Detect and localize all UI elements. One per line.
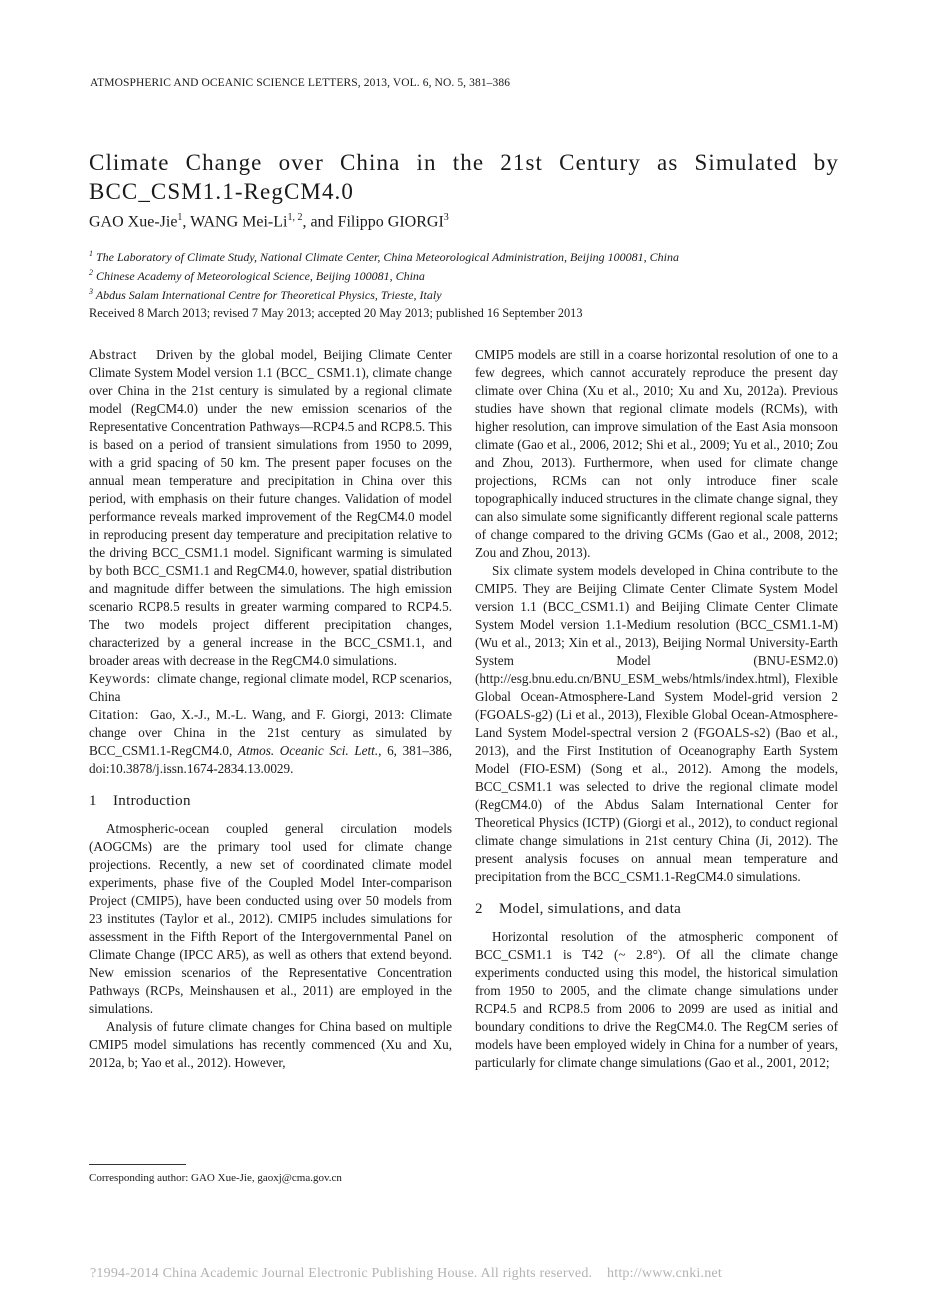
author-affil-mark: 3 [443,212,449,223]
author-name: Filippo GIORGI [337,213,444,231]
citation-text-end: , 6, 381–386, doi:10.3878/j.issn.1674-2834.13.0029. [89,743,453,776]
author-affil-mark: 1, 2 [287,212,303,223]
citation-journal: Atmos. Oceanic Sci. Lett. [237,743,379,758]
author-separator: , [182,213,191,231]
citation-text: Gao, X.-J., M.-L. Wang, and F. Giorgi, 2013: Climate change over China in the 21st century as simulated by BCC_CSM1.1-RegCM4.0, [89,707,452,758]
journal-header: ATMOSPHERIC AND OCEANIC SCIENCE LETTERS, 2013, VOL. 6, NO. 5, 381–386 [90,77,511,89]
body-paragraph: CMIP5 models are still in a coarse horizontal resolution of one to a few degrees, which cannot accurately reproduce the present day climate over China (Xu et al., 2010; Xu and Xu, 2012a). Previous studies have shown that regional climate models (RCMs), with higher resolution, can improve simulation of the East Asia monsoon climate (Gao et al., 2006, 2012; Shi et al., 2009; Yu et al., 2010; Zou and Zhou, 2013). Furthermore, when used for climate change projections, RCMs can not only introduce finer scale topographically induced structures in the climate change signal, they can also simulate some significantly different regional scale patterns of change compared to the driving GCMs (Gao et al., 2008, 2012; Zou and Zhou, 2013). [475,347,838,560]
section-title: Introduction [113,793,191,809]
author-affil-mark: 1 [177,212,183,223]
citation [89,706,452,778]
abstract-label: Abstract [89,347,137,362]
author-list [89,212,449,231]
section-number: 1 [89,793,97,809]
cnki-link[interactable]: http://www.cnki.net [607,1266,722,1281]
affiliation-line [89,246,679,265]
affiliation-number: 2 [89,268,93,277]
section-number: 2 [475,901,483,917]
paper-title: Climate Change over China in the 21st Century as Simulated by BCC_CSM1.1-RegCM4.0 [89,150,839,204]
received-dates: Received 8 March 2013; revised 7 May 2013; accepted 20 May 2013; published 16 September 2013 [89,306,583,320]
author-name: GAO Xue-Jie [89,213,178,231]
right-column [475,346,838,1072]
affiliation-number: 3 [89,287,93,296]
author-separator: , and [302,213,338,231]
author-name: WANG Mei-Li [190,213,288,231]
citation-label: Citation: [89,707,139,722]
affiliation-text: Abdus Salam International Centre for Theoretical Physics, Trieste, Italy [95,288,442,302]
copyright-bar [90,1266,722,1282]
section-heading-model [475,900,838,918]
keywords-text: climate change, regional climate model, RCP scenarios, China [89,671,452,704]
abstract-text: Driven by the global model, Beijing Climate Center Climate System Model version 1.1 (BCC_ CSM1.1), climate change over China in the 21st century is simulated by a regional climate model (RegCM4.0) under the new emission scenarios of the Representative Concentration Pathways—RCP4.5 and RCP8.5. This is based on a period of transient simulations from 1950 to 2099, with a grid spacing of 50 km. The present paper focuses on the annual mean temperature and precipitation in China over this period, with emphasis on their future changes. Validation of model performance reveals marked improvement of the RegCM4.0 model in reproducing present day temperature and precipitation relative to the driving BCC_CSM1.1 model. Significant warming is simulated by both BCC_CSM1.1 and RegCM4.0, however, spatial distribution and magnitude differ between the simulations. The high emission scenario RCP8.5 results in greater warming compared to RCP4.5. The two models project different precipitation changes, characterized by a general increase in the BCC_CSM1.1, and broader areas with decrease in the RegCM4.0 simulations. [89,347,453,668]
body-paragraph: Analysis of future climate changes for China based on multiple CMIP5 model simulations has recently commenced (Xu and Xu, 2012a, b; Yao et al., 2012). However, [89,1019,452,1070]
affiliations [89,246,679,303]
affiliation-line [89,265,679,284]
affiliation-text: The Laboratory of Climate Study, National Climate Center, China Meteorological Administration, Beijing 100081, China [96,250,679,264]
body-paragraph: Six climate system models developed in China contribute to the CMIP5. They are Beijing Climate Center Climate System Model version 1.1 (BCC_CSM1.1) and Beijing Climate Center Climate System Model version 1.1-Medium resolution (BCC_CSM1.1-M) (Wu et al., 2013; Xin et al., 2013), Beijing Normal University-Earth System Model (BNU-ESM2.0) (http://esg.bnu.edu.cn/BNU_ESM_webs/htmls/index.html), Flexible Global Ocean-Atmosphere-Land System Model-grid version 2 (FGOALS-g2) (Li et al., 2013), Flexible Global Ocean-Atmosphere-Land System Model-spectral version 2 (FGOALS-s2) (Bao et al., 2013), and the First Institution of Oceanography Earth System Model (FIO-ESM) (Song et al., 2012). Among the models, BCC_CSM1.1 was selected to drive the regional climate model (RegCM4.0) of the Abdus Salam International Center for Theoretical Physics (ICTP) (Giorgi et al., 2012), to conduct regional climate change simulations in 21st century China (Ji, 2012). The present analysis focuses on annual mean temperature and precipitation from the BCC_CSM1.1-RegCM4.0 simulations. [475,563,838,884]
keywords [89,670,452,706]
footnote-rule [89,1164,186,1165]
section-title: Model, simulations, and data [499,901,682,917]
affiliation-number: 1 [89,249,93,258]
abstract [89,346,452,670]
corresponding-author-footnote: Corresponding author: GAO Xue-Jie, gaoxj@cma.gov.cn [89,1172,342,1184]
body-paragraph: Atmospheric-ocean coupled general circulation models (AOGCMs) are the primary tool used for climate change projections. Recently, a new set of coordinated climate model experiments, phase five of the Coupled Model Inter-comparison Project (CMIP5), have been conducted using over 50 models from 23 institutes (Taylor et al., 2012). CMIP5 includes simulations for assessment in the Fifth Report of the Intergovernmental Panel on Climate Change (IPCC AR5), as well as others that extend beyond. New emission scenarios of the Representative Concentration Pathways (RCPs, Meinshausen et al., 2011) are employed in the simulations. [89,821,452,1016]
copyright-text: ?1994-2014 China Academic Journal Electronic Publishing House. All rights reserved. [90,1266,593,1281]
affiliation-text: Chinese Academy of Meteorological Science, Beijing 100081, China [96,269,425,283]
keywords-label: Keywords: [89,671,151,686]
left-column [89,346,452,1072]
affiliation-line [89,284,679,303]
section-heading-introduction [89,792,452,810]
body-paragraph: Horizontal resolution of the atmospheric component of BCC_CSM1.1 is T42 (~ 2.8°). Of all the climate change experiments conducted using this model, the historical simulation from 1950 to 2005, and the climate change simulations under RCP4.5 and RCP8.5 from 2006 to 2099 are used as initial and boundary conditions to drive the RegCM4.0. The RegCM series of models have been employed widely in China for a number of years, particularly for climate change simulations (Gao et al., 2001, 2012; [475,929,838,1070]
